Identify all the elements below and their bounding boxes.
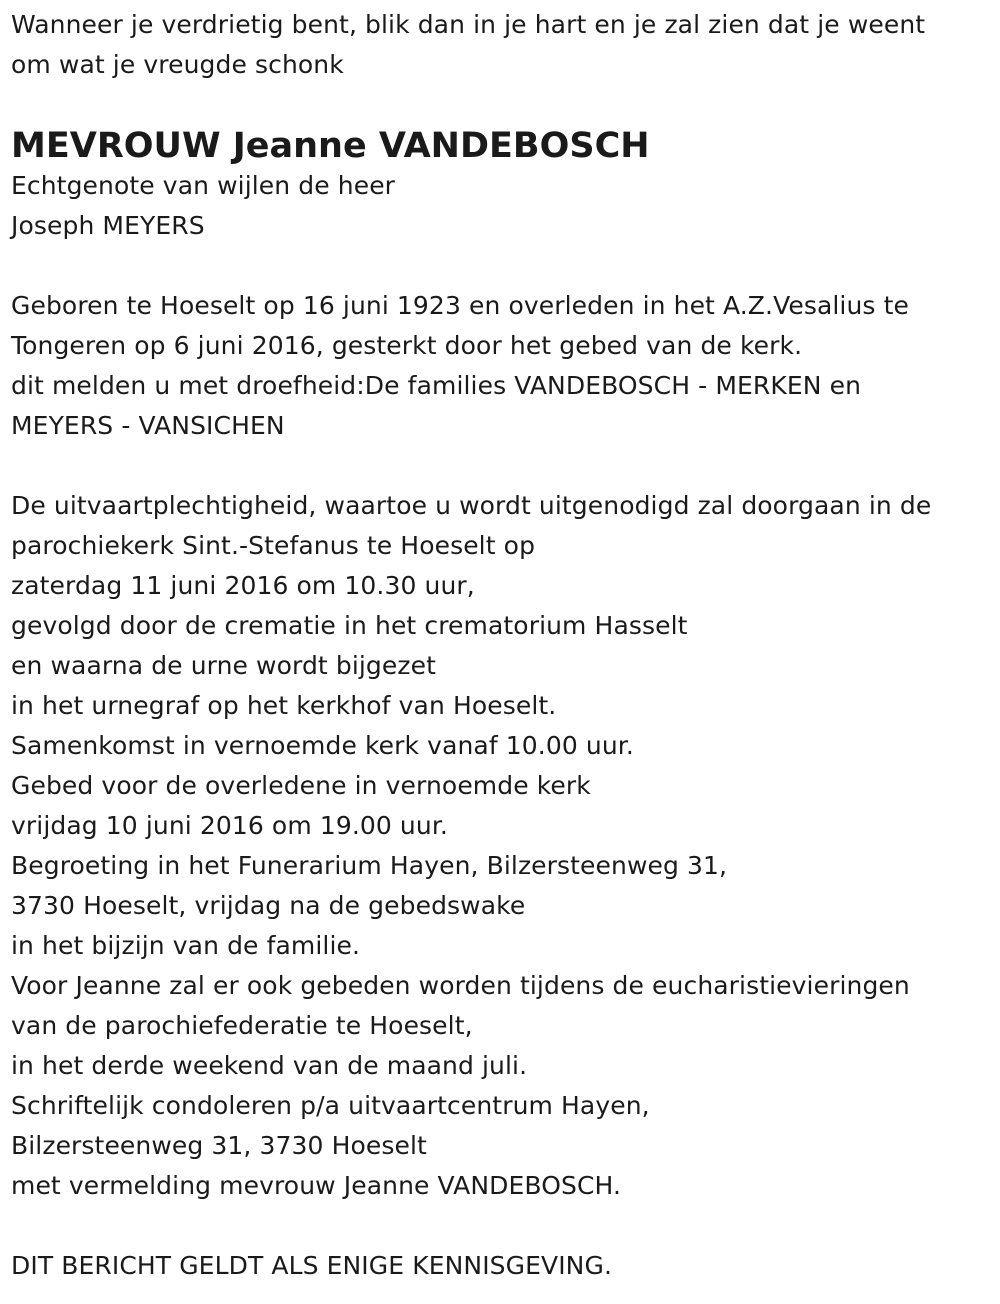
ceremony-line: met vermelding mevrouw Jeanne VANDEBOSCH. xyxy=(11,1171,622,1200)
ceremony-line: zaterdag 11 juni 2016 om 10.30 uur, xyxy=(11,571,475,600)
ceremony-line: in het urnegraf op het kerkhof van Hoeselt. xyxy=(11,691,557,720)
birth-death-line: Geboren te Hoeselt op 16 juni 1923 en overleden in het A.Z.Vesalius te xyxy=(11,291,909,320)
spouse-line: Echtgenote van wijlen de heer xyxy=(11,171,396,200)
spacer xyxy=(11,1206,996,1246)
birth-death-line: Tongeren op 6 juni 2016, gesterkt door het gebed van de kerk. xyxy=(11,331,803,360)
ceremony-line: in het bijzijn van de familie. xyxy=(11,931,361,960)
ceremony-line: gevolgd door de crematie in het crematorium Hasselt xyxy=(11,611,688,640)
birth-death-paragraph xyxy=(11,286,996,446)
birth-death-line: dit melden u met droefheid:De families VANDEBOSCH - MERKEN en xyxy=(11,371,862,400)
ceremony-paragraph xyxy=(11,486,996,1206)
ceremony-line: en waarna de urne wordt bijgezet xyxy=(11,651,436,680)
obituary-notice xyxy=(11,0,996,1286)
ceremony-line: De uitvaartplechtigheid, waartoe u wordt uitgenodigd zal doorgaan in de xyxy=(11,491,932,520)
spouse-line: Joseph MEYERS xyxy=(11,211,205,240)
ceremony-line: Schriftelijk condoleren p/a uitvaartcentrum Hayen, xyxy=(11,1091,650,1120)
ceremony-line: 3730 Hoeselt, vrijdag na de gebedswake xyxy=(11,891,526,920)
ceremony-line: Voor Jeanne zal er ook gebeden worden tijdens de eucharistievieringen xyxy=(11,971,910,1000)
deceased-name: MEVROUW Jeanne VANDEBOSCH xyxy=(11,126,650,166)
ceremony-line: in het derde weekend van de maand juli. xyxy=(11,1051,528,1080)
spacer xyxy=(11,446,996,486)
ceremony-line: Samenkomst in vernoemde kerk vanaf 10.00 uur. xyxy=(11,731,634,760)
ceremony-line: vrijdag 10 juni 2016 om 19.00 uur. xyxy=(11,811,448,840)
closing-notice: DIT BERICHT GELDT ALS ENIGE KENNISGEVING. xyxy=(11,1251,612,1280)
ceremony-line: Gebed voor de overledene in vernoemde kerk xyxy=(11,771,591,800)
ceremony-line: van de parochiefederatie te Hoeselt, xyxy=(11,1011,473,1040)
birth-death-line: MEYERS - VANSICHEN xyxy=(11,411,285,440)
ceremony-line: Bilzersteenweg 31, 3730 Hoeselt xyxy=(11,1131,427,1160)
ceremony-line: parochiekerk Sint.-Stefanus te Hoeselt op xyxy=(11,531,536,560)
motto-quote xyxy=(11,5,996,85)
spacer xyxy=(11,246,996,286)
ceremony-line: Begroeting in het Funerarium Hayen, Bilzersteenweg 31, xyxy=(11,851,728,880)
motto-line: Wanneer je verdrietig bent, blik dan in je hart en je zal zien dat je weent xyxy=(11,10,926,39)
motto-line: om wat je vreugde schonk xyxy=(11,50,344,79)
spouse-info xyxy=(11,166,996,246)
